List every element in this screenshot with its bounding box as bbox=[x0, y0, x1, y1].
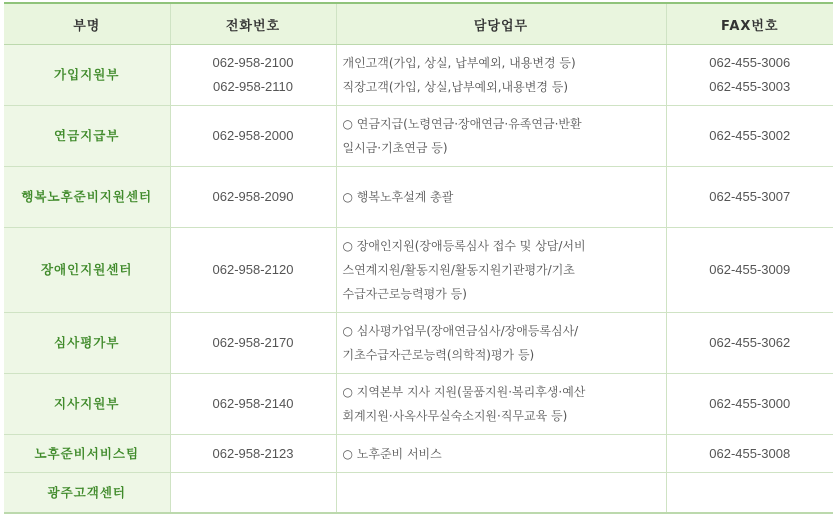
table-row bbox=[4, 435, 833, 473]
header-fax: FAX번호 bbox=[666, 3, 833, 45]
duty-line: 직장고객(가입, 상실,납부예외,내용변경 등) bbox=[342, 80, 569, 94]
phone-cell bbox=[170, 106, 336, 167]
table-row bbox=[4, 228, 833, 313]
fax-cell bbox=[666, 374, 833, 435]
duty-line: 기초수급자근로능력(의학적)평가 등) bbox=[342, 348, 535, 362]
dept-name: 노후준비서비스팀 bbox=[4, 435, 170, 473]
phone-cell bbox=[170, 228, 336, 313]
duty-line: 스연계지원/활동지원/활동지원기관평가/기초 bbox=[342, 263, 575, 277]
duty-line: ○ 지역본부 지사 지원(물품지원·복리후생·예산 bbox=[342, 385, 586, 399]
fax-number: 062-455-3000 bbox=[709, 396, 791, 411]
phone-number: 062-958-2090 bbox=[212, 189, 294, 204]
fax-cell bbox=[666, 435, 833, 473]
fax-number: 062-455-3008 bbox=[709, 445, 791, 461]
fax-number: 062-455-3007 bbox=[709, 189, 791, 204]
fax-cell bbox=[666, 106, 833, 167]
duty-line: ○ 노후준비 서비스 bbox=[342, 446, 442, 461]
duty-cell bbox=[336, 435, 666, 473]
duty-line: 수급자근로능력평가 등) bbox=[342, 287, 467, 301]
table-row bbox=[4, 313, 833, 374]
fax-cell bbox=[666, 167, 833, 228]
header-duty: 담당업무 bbox=[336, 3, 666, 45]
dept-name: 지사지원부 bbox=[4, 374, 170, 435]
fax-cell bbox=[666, 313, 833, 374]
duty-line: ○ 행복노후설계 총괄 bbox=[342, 190, 454, 204]
fax-cell bbox=[666, 45, 833, 106]
table-row bbox=[4, 374, 833, 435]
header-phone: 전화번호 bbox=[170, 3, 336, 45]
duty-cell bbox=[336, 228, 666, 313]
phone-cell bbox=[170, 374, 336, 435]
duty-line: ○ 심사평가업무(장애연금심사/장애등록심사/ bbox=[342, 324, 579, 338]
fax-number: 062-455-3002 bbox=[709, 128, 791, 143]
duty-cell bbox=[336, 106, 666, 167]
duty-cell bbox=[336, 167, 666, 228]
duty-cell bbox=[336, 45, 666, 106]
phone-number: 062-958-2140 bbox=[212, 396, 294, 411]
dept-name: 심사평가부 bbox=[4, 313, 170, 374]
phone-number: 062-958-2100 bbox=[212, 55, 294, 70]
phone-number: 062-958-2123 bbox=[212, 445, 294, 461]
duty-cell bbox=[336, 313, 666, 374]
dept-name: 연금지급부 bbox=[4, 106, 170, 167]
header-row bbox=[4, 3, 833, 45]
duty-line: ○ 장애인지원(장애등록심사 접수 및 상담/서비 bbox=[342, 239, 586, 253]
department-directory bbox=[4, 2, 833, 514]
phone-number: 062-958-2000 bbox=[212, 128, 294, 143]
phone-cell bbox=[170, 435, 336, 473]
duty-line: ○ 연금지급(노령연금·장애연금·유족연금·반환 bbox=[342, 117, 582, 131]
duty-line: 일시금·기초연금 등) bbox=[342, 141, 448, 155]
dept-name: 장애인지원센터 bbox=[4, 228, 170, 313]
phone-number: 062-958-2170 bbox=[212, 335, 294, 350]
header-dept: 부명 bbox=[4, 3, 170, 45]
fax-number: 062-455-3062 bbox=[709, 335, 791, 350]
dept-name: 광주고객센터 bbox=[4, 473, 170, 514]
duty-line: 개인고객(가입, 상실, 납부예외, 내용변경 등) bbox=[342, 56, 576, 70]
phone-number: 062-958-2110 bbox=[213, 79, 293, 94]
fax-cell bbox=[666, 228, 833, 313]
fax-cell bbox=[666, 473, 833, 514]
duty-cell bbox=[336, 374, 666, 435]
table-row bbox=[4, 106, 833, 167]
duty-cell bbox=[336, 473, 666, 514]
fax-number: 062-455-3009 bbox=[709, 262, 791, 277]
table-row bbox=[4, 473, 833, 514]
dept-name: 가입지원부 bbox=[4, 45, 170, 106]
phone-cell bbox=[170, 45, 336, 106]
dept-name: 행복노후준비지원센터 bbox=[4, 167, 170, 228]
table-row bbox=[4, 45, 833, 106]
phone-cell bbox=[170, 167, 336, 228]
duty-line: 회계지원·사옥사무실숙소지원·직무교육 등) bbox=[342, 409, 568, 423]
fax-number: 062-455-3006 bbox=[709, 55, 791, 70]
phone-cell bbox=[170, 313, 336, 374]
phone-cell bbox=[170, 473, 336, 514]
fax-number: 062-455-3003 bbox=[709, 79, 791, 94]
department-table bbox=[4, 2, 833, 514]
phone-number: 062-958-2120 bbox=[212, 262, 294, 277]
table-row bbox=[4, 167, 833, 228]
